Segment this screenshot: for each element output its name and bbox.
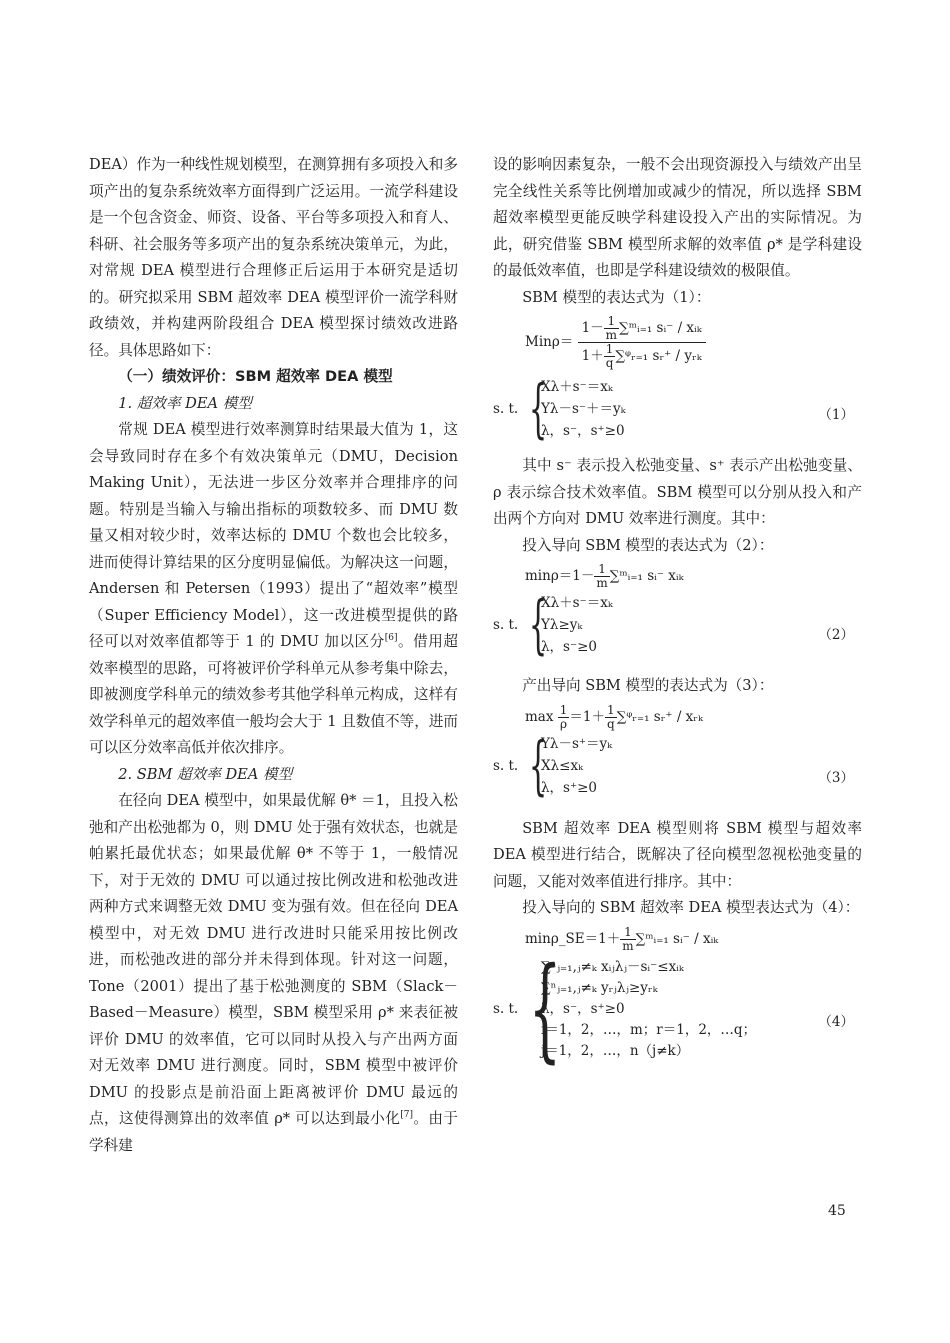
paragraph: 常规 DEA 模型进行效率测算时结果最大值为 1，这会导致同时存在多个有效决策单元（DMU，Decision Making Unit），无法进一步区分效率并合理排序的问题。特别是当输入与输出指标的项数较多、而 DMU 数量又相对较少时，效率达标的 DMU 个数也会比较多，进而使得计算结果的区分度明显偏低。为解决这一问题，Andersen 和 Petersen（1993）提出了“超效率”模型（Super Efficiency Model），这一改进模型提供的路径可以对效率值都等于 1 的 DMU 加以区分[6]。借用超效率模型的思路，可将被评价学科单元从参考集中除去，即被测度学科单元的绩效参考其他学科单元构成，这样有效学科单元的超效率值一般均会大于 1 且数值不等，进而可以区分效率高低并依次排序。 [89, 421, 458, 756]
paragraph: 产出导向 SBM 模型的表达式为（3）： [522, 677, 774, 694]
equation-2: minρ＝1－ $\frac{1}{m}$ ∑ᵐᵢ₌₁ sᵢ⁻ xᵢₖ s. t. { Xλ＋s⁻＝xₖ Yλ≥yₖ λ，s⁻≥0 （2） [493, 562, 854, 662]
subsection-heading: 1. 超效率 DEA 模型 [118, 394, 252, 412]
paragraph: 设的影响因素复杂，一般不会出现资源投入与绩效产出呈完全线性关系等比例增加或减少的情况，所以选择 SBM 超效率模型更能反映学科建设投入产出的实际情况。为此，研究借鉴 SBM 模型所求解的效率值 ρ* 是学科建设的最低效率值，也即是学科建设绩效的极限值。 [493, 156, 862, 279]
equation-number: （1） [818, 407, 854, 423]
page-number: 45 [828, 1203, 846, 1219]
equation-number: （3） [818, 769, 854, 786]
paragraph: SBM 模型的表达式为（1）： [522, 288, 711, 306]
left-column [89, 152, 458, 1159]
right-column [493, 152, 862, 1092]
fraction: 1－ $\frac{1}{m}$ ∑ᵐᵢ₌₁ sᵢ⁻ / xᵢₖ 1＋ $\frac{1}{q}$ ∑ᵠᵣ₌₁ sᵣ⁺ / yᵣₖ [578, 315, 706, 370]
subsection-heading: 2. SBM 超效率 DEA 模型 [118, 765, 293, 783]
paragraph: 投入导向 SBM 模型的表达式为（2）： [522, 536, 774, 554]
paragraph: DEA）作为一种线性规划模型，在测算拥有多项投入和多项产出的复杂系统效率方面得到广泛运用。一流学科建设是一个包含资金、师资、设备、平台等多项投入和育人、科研、社会服务等多项产出的复杂系统决策单元，为此，对常规 DEA 模型进行合理修正后运用于本研究是适切的。研究拟采用 SBM 超效率 DEA 模型评价一流学科财政绩效，并构建两阶段组合 DEA 模型探讨绩效改进路径。具体思路如下： [89, 156, 458, 359]
paragraph: SBM 超效率 DEA 模型则将 SBM 模型与超效率 DEA 模型进行结合，既解决了径向模型忽视松弛变量的问题，又能对效率值进行排序。其中： [493, 819, 862, 890]
citation: [6] [384, 633, 398, 644]
equation-1: Minρ＝ 1－ $\frac{1}{m}$ ∑ᵐᵢ₌₁ sᵢ⁻ / xᵢₖ 1＋ $\frac{1}{q}$ ∑ᵠᵣ₌₁ sᵣ⁺ / yᵣₖ s. t. { Xλ＋s⁻＝xₖ Yλ－s⁻＋＝yₖ λ，s⁻，s⁺≥0 （1） [493, 314, 854, 446]
citation: [7] [400, 1110, 413, 1121]
equation-3: max $\frac{1}{\rho}$ ＝1＋ $\frac{1}{q}$ ∑ᵠᵣ₌₁ sᵣ⁺ / xᵣₖ s. t. { Yλ－s⁺＝yₖ Xλ≤xₖ λ，s⁺≥0 （3） [493, 702, 854, 803]
equation-number: （2） [818, 627, 854, 643]
equation-4: minρ_SE＝1＋ $\frac{1}{m}$ ∑ᵐᵢ₌₁ sᵢ⁻ / xᵢₖ s. t. { ∑ⁿⱼ₌₁,ⱼ≠ₖ xᵢⱼλⱼ－sᵢ⁻≤xᵢₖ ∑ⁿⱼ₌₁,ⱼ≠ₖ yᵣⱼλⱼ≥yᵣₖ λ，s⁻，s⁺≥0 i＝1，2，…，m；r＝1，2，…q； j＝1，2，…，n（j≠k） （4） [493, 924, 854, 1074]
paragraph: 投入导向的 SBM 超效率 DEA 模型表达式为（4）： [522, 899, 860, 916]
paragraph: 在径向 DEA 模型中，如果最优解 θ* ＝1，且投入松弛和产出松弛都为 0，则 DMU 处于强有效状态，也就是帕累托最优状态；如果最优解 θ* 不等于 1，一般情况下，对于无效的 DMU 可以通过按比例改进和松弛改进两种方式来调整无效 DMU 变为强有效。但在径向 DEA 模型中，对无效 DMU 进行改进时只能采用按比例改进，而松弛改进的部分并未得到体现。针对这一问题，Tone（2001）提出了基于松弛测度的 SBM（Slack－Based－Measure）模型，SBM 模型采用 ρ* 来表征被评价 DMU 的效率值，它可以同时从投入与产出两方面对无效率 DMU 进行测度。同时，SBM 模型中被评价 DMU 的投影点是前沿面上距离被评价 DMU 最远的点，这使得测算出的效率值 ρ* 可以达到最小化[7]。由于学科建 [89, 792, 458, 1154]
equation-number: （4） [818, 1013, 854, 1030]
section-heading: （一）绩效评价：SBM 超效率 DEA 模型 [118, 368, 393, 385]
paragraph: 其中 s⁻ 表示投入松弛变量、s⁺ 表示产出松弛变量、ρ 表示综合技术效率值。SBM 模型可以分别从投入和产出两个方向对 DMU 效率进行测度。其中： [493, 457, 862, 527]
